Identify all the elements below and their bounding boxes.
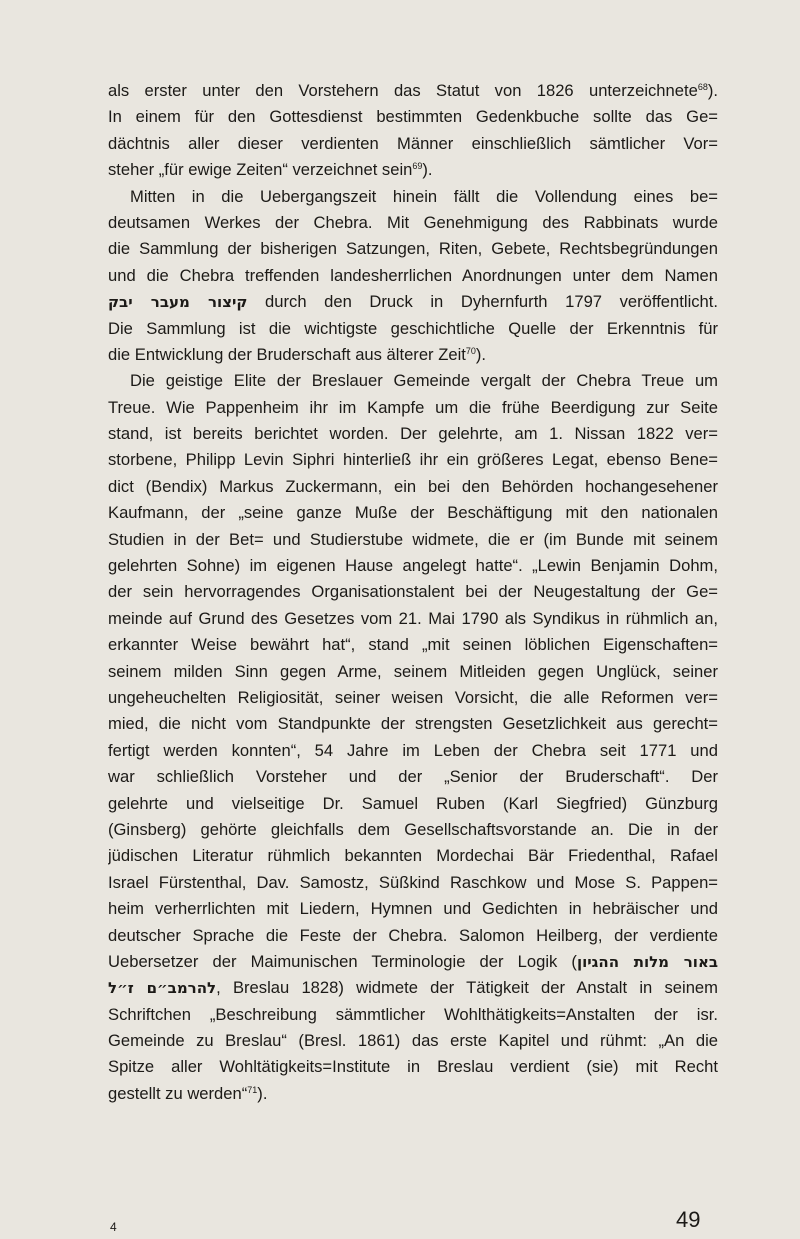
text-segment: Die Sammlung ist die wichtigste geschichtliche Quelle der Erkenntnis für [108,318,718,338]
text-segment: gestellt zu werden“ [108,1083,248,1103]
text-line [108,104,718,130]
text-line [108,1002,718,1028]
text-line [108,975,718,1001]
text-segment: Treue. Wie Pappenheim ihr im Kampfe um die frühe Beerdigung zur Seite [108,397,718,417]
footnote-ref: 69 [412,161,423,172]
text-segment: Die geistige Elite der Breslauer Gemeinde vergalt der Chebra Treue um [130,371,718,391]
text-segment: , Breslau 1828) widmete der Tätigkeit der Anstalt in seinem [216,978,718,998]
text-line [108,1028,718,1054]
text-line [108,78,718,104]
text-segment: erkannter Weise bewährt hat“, stand „mit seinen löblichen Eigenschaften= [108,635,718,655]
text-segment: deutscher Sprache die Feste der Chebra. Salomon Heilberg, der verdiente [108,925,718,945]
text-segment: fertigt werden konnten“, 54 Jahre im Leben der Chebra seit 1771 und [108,740,718,760]
text-line [108,1081,718,1107]
text-line [108,210,718,236]
text-segment: Mitten in die Uebergangszeit hinein fällt die Vollendung eines be= [130,186,718,206]
text-line [108,236,718,262]
text-segment: Uebersetzer der Maimunischen Terminologie der Logik ( [108,951,577,971]
text-segment: und die Chebra treffenden landesherrlichen Anordnungen unter dem Namen [108,265,718,285]
text-segment: dict (Bendix) Markus Zuckermann, ein bei den Behörden hochangesehener [108,476,718,496]
text-line [108,1054,718,1080]
text-segment: die Sammlung der bisherigen Satzungen, Riten, Gebete, Rechtsbegründungen [108,239,718,259]
text-segment: gelehrten Sohne) im eigenen Hause angelegt hatte“. „Lewin Benjamin Dohm, [108,556,718,576]
text-line [108,843,718,869]
text-line [108,896,718,922]
text-line [108,738,718,764]
body-text [108,78,718,1107]
text-segment: als erster unter den Vorstehern das Statut von 1826 unterzeichnete [108,81,698,100]
text-line [108,500,718,526]
text-line [108,289,718,315]
text-line [108,368,718,394]
text-line [108,342,718,368]
text-segment: ). [707,81,718,100]
text-segment: dächtnis aller dieser verdienten Männer einschließlich sämtlicher Vor= [108,133,718,153]
text-line [108,764,718,790]
text-line [108,421,718,447]
text-line [108,157,718,183]
text-line [108,184,718,210]
text-segment: (Ginsberg) gehörte gleichfalls dem Gesellschaftsvorstande an. Die in der [108,819,718,839]
text-line [108,711,718,737]
hebrew-text: להרמב״ם ז״ל [108,979,217,998]
footnote-ref: 68 [697,82,708,92]
text-line [108,474,718,500]
text-segment: ). [257,1083,268,1103]
text-line [108,791,718,817]
text-segment: die Entwicklung der Bruderschaft aus älterer Zeit [108,344,466,364]
text-segment: Gemeinde zu Breslau“ (Bresl. 1861) das erste Kapitel und rühmt: „An die [108,1031,718,1051]
text-line [108,632,718,658]
text-segment: storbene, Philipp Levin Siphri hinterließ ihr ein größeres Legat, ebenso Bene= [108,450,718,470]
text-segment: seinem milden Sinn gegen Arme, seinem Mitleiden gegen Unglück, seiner [108,661,718,681]
footnote-ref: 71 [247,1084,258,1095]
text-segment: deutsamen Werkes der Chebra. Mit Genehmigung des Rabbinats wurde [108,212,718,232]
text-segment: mied, die nicht vom Standpunkte der strengsten Gesetzlichkeit aus gerecht= [108,714,718,734]
text-line [108,606,718,632]
text-segment: In einem für den Gottesdienst bestimmten Gedenkbuche sollte das Ge= [108,107,718,127]
hebrew-text: באור מלות ההגיון [576,952,718,971]
text-line [108,527,718,553]
text-line [108,395,718,421]
text-line [108,316,718,342]
text-line [108,923,718,949]
text-line [108,685,718,711]
text-segment: ). [422,160,433,180]
text-line [108,447,718,473]
text-segment: der sein hervorragendes Organisationstalent bei der Neugestaltung der Ge= [108,582,718,602]
text-segment: stand, ist bereits berichtet worden. Der gelehrte, am 1. Nissan 1822 ver= [108,424,718,444]
signature-mark: 4 [110,1220,117,1234]
text-line [108,131,718,157]
page-number: 49 [676,1207,701,1232]
footnote-ref: 70 [465,345,476,356]
text-segment: Israel Fürstenthal, Dav. Samostz, Süßkind Raschkow und Mose S. Pappen= [108,872,718,892]
text-segment: Spitze aller Wohltätigkeits=Institute in Breslau verdient (sie) mit Recht [108,1057,718,1077]
text-line [108,659,718,685]
text-segment: gelehrte und vielseitige Dr. Samuel Ruben (Karl Siegfried) Günzburg [108,793,718,813]
text-line [108,579,718,605]
text-segment: meinde auf Grund des Gesetzes vom 21. Mai 1790 als Syndikus in rühmlich an, [108,608,718,628]
text-segment: Kaufmann, der „seine ganze Muße der Beschäftigung mit den nationalen [108,503,718,523]
text-line [108,949,718,975]
text-line [108,870,718,896]
text-segment: steher „für ewige Zeiten“ verzeichnet sein [108,160,413,180]
text-line [108,553,718,579]
text-segment: heim verherrlichten mit Liedern, Hymnen und Gedichten in hebräischer und [108,899,718,919]
text-line [108,263,718,289]
text-segment: Studien in der Bet= und Studierstube widmete, die er (im Bunde mit seinem [108,529,718,549]
text-segment: war schließlich Vorsteher und der „Senior der Bruderschaft“. Der [108,767,718,787]
hebrew-text: קיצור מעבר יבק [108,293,248,312]
text-line [108,817,718,843]
text-segment: Schriftchen „Beschreibung sämmtlicher Wohlthätigkeits=Anstalten der isr. [108,1004,718,1024]
text-segment: ungeheuchelten Religiosität, seiner weisen Vorsicht, die alle Reformen ver= [108,687,718,707]
text-segment: ). [475,344,487,364]
text-segment: durch den Druck in Dyhernfurth 1797 veröffentlicht. [247,292,718,312]
text-segment: jüdischen Literatur rühmlich bekannten Mordechai Bär Friedenthal, Rafael [108,846,718,866]
